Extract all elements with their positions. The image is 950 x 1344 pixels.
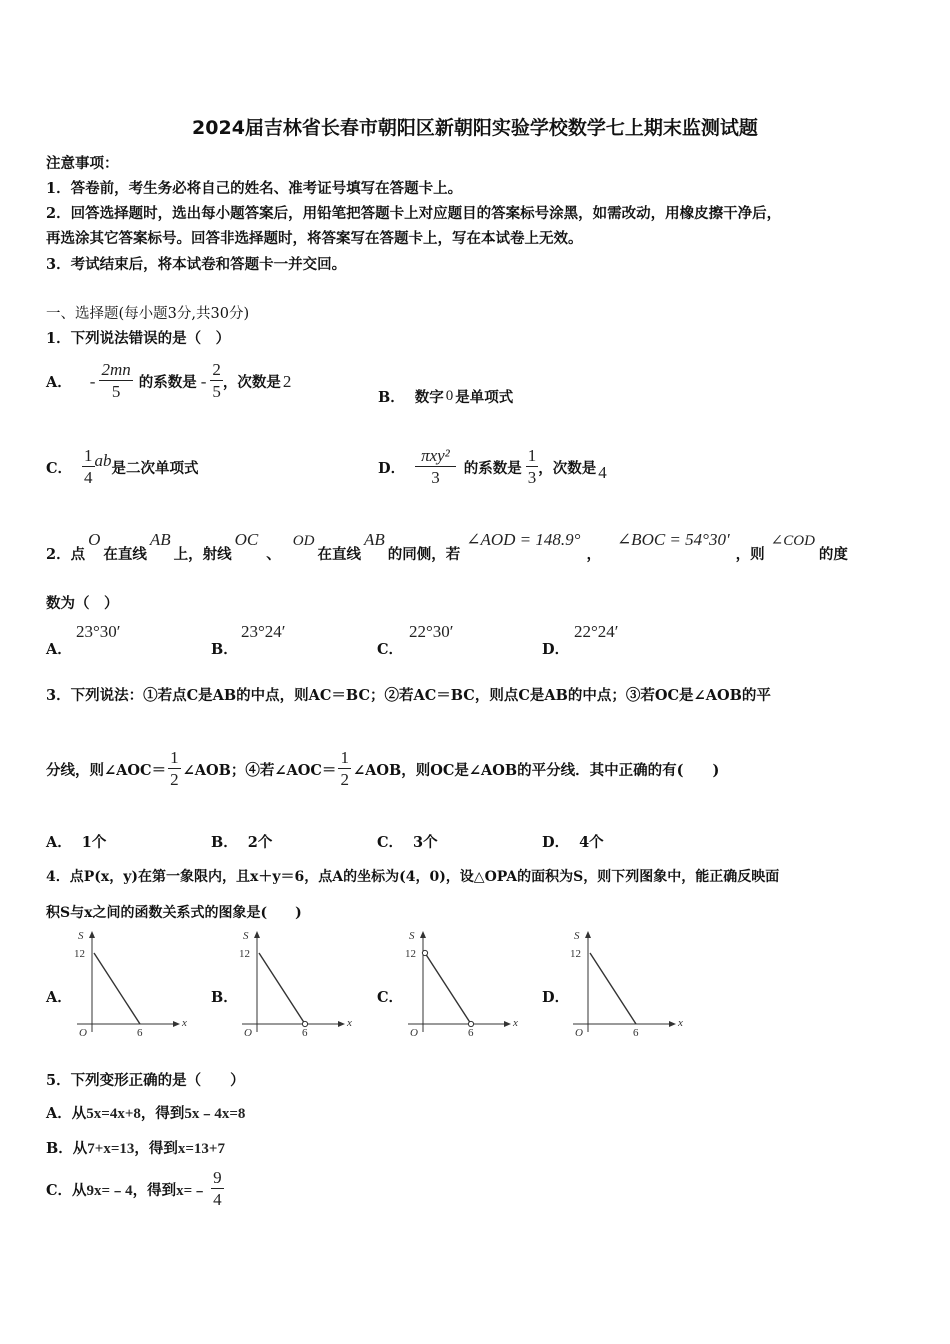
x-axis-arrow: [338, 1021, 345, 1027]
text: ，次数是: [222, 374, 281, 391]
y-axis-arrow: [420, 931, 426, 938]
option-value: 1个: [81, 834, 107, 851]
option-label: B．: [211, 989, 238, 1006]
q1-stem: 1．下列说法错误的是（ ）: [46, 330, 231, 347]
minus-sign: -: [89, 371, 96, 391]
function-segment: [94, 953, 140, 1024]
function-segment: [590, 953, 636, 1024]
option-label: C．: [377, 834, 404, 851]
y-tick-label: 12: [74, 948, 85, 960]
option-label: B．: [46, 1140, 73, 1157]
numerator: 2: [212, 360, 221, 379]
y-axis-label: S: [409, 930, 415, 942]
notice-item-2-cont: 再选涂其它答案标号。回答非选择题时，将答案写在答题卡上，写在本试卷上无效。: [46, 230, 583, 247]
option-label: C．: [46, 460, 73, 477]
denominator: 2: [170, 770, 179, 789]
q5-stem: 5．下列变形正确的是（ ）: [46, 1072, 245, 1089]
q2-stem-cont: 数为（ ）: [46, 595, 119, 612]
point-label: O: [88, 530, 101, 549]
y-axis-label: S: [574, 930, 580, 942]
x-tick-label: 6: [137, 1027, 143, 1038]
text: 在直线: [103, 546, 147, 563]
text: ，得到: [132, 1182, 177, 1199]
fraction: [82, 446, 95, 489]
x-tick-label: 6: [302, 1027, 308, 1038]
q1-option-a: [46, 360, 291, 403]
option-value: 4个: [579, 834, 604, 851]
q3-stem-cont: [46, 748, 719, 791]
option-label: D．: [542, 641, 570, 658]
y-axis-arrow: [585, 931, 591, 938]
denominator: 2: [340, 770, 349, 789]
q1-option-c: [46, 446, 199, 489]
variable: ab: [94, 450, 112, 470]
notice-item-1: 1．答卷前，考生务必将自己的姓名、准考证号填写在答题卡上。: [46, 180, 463, 197]
text: ，得到: [134, 1140, 178, 1157]
q4-graph-option-b: [211, 928, 352, 1038]
denominator: 3: [431, 468, 440, 487]
numerator: 1: [170, 748, 179, 767]
text: 是二次单项式: [111, 460, 199, 477]
q3-option-a: [46, 831, 106, 852]
open-endpoint: [302, 1021, 307, 1026]
option-value: 3个: [413, 834, 438, 851]
degree-value: 2: [282, 371, 292, 391]
page-title: 2024届吉林省长春市朝阳区新朝阳实验学校数学七上期末监测试题: [192, 117, 758, 139]
q3-stem: 3．下列说法：①若点C是AB的中点，则AC＝BC；②若AC＝BC，则点C是AB的中点；③若OC是∠AOB的平: [46, 687, 771, 704]
option-label: A．: [46, 374, 72, 391]
y-tick-label: 12: [570, 948, 581, 960]
function-graph: [403, 928, 523, 1038]
option-label: D．: [542, 989, 570, 1006]
text: 分线，则∠AOC＝: [46, 762, 167, 779]
value: 0: [445, 388, 454, 404]
text: ∠AOB；④若∠AOC＝: [182, 762, 337, 779]
function-graph: [72, 928, 192, 1038]
text: 上，射线: [173, 546, 232, 563]
y-axis-arrow: [89, 931, 95, 938]
denominator: 5: [111, 382, 121, 401]
x-tick-label: 6: [468, 1027, 474, 1038]
x-axis-label: x: [513, 1017, 518, 1029]
q2-option-c: [377, 622, 537, 658]
denominator: 5: [212, 382, 221, 401]
open-endpoint: [468, 1021, 473, 1026]
text: 的系数是: [138, 374, 197, 391]
text: 的同侧，若: [387, 546, 461, 563]
y-axis-label: S: [78, 930, 84, 942]
text: 是单项式: [455, 389, 514, 406]
option-label: B．: [211, 834, 238, 851]
fraction: [168, 748, 181, 791]
option-label: D．: [542, 834, 570, 851]
q4-graph-option-c: [377, 928, 518, 1038]
text: ，得到: [140, 1105, 185, 1122]
option-label: A．: [46, 641, 72, 658]
line-label: AB: [363, 530, 385, 549]
fraction: [526, 446, 539, 489]
function-graph: [237, 928, 357, 1038]
denominator: 4: [213, 1190, 222, 1209]
function-segment: [259, 953, 305, 1024]
q1-option-d: [378, 446, 607, 489]
text: 2．点: [46, 546, 86, 563]
function-graph: [568, 928, 688, 1038]
minus-sign: -: [200, 371, 207, 391]
option-label: A．: [46, 989, 72, 1006]
option-value: 22°30′: [409, 622, 454, 641]
text: ，: [586, 546, 601, 563]
q4-stem: 4．点P(x，y)在第一象限内，且x＋y＝6，点A的坐标为(4，0)，设△OPA的面积为S，则下列图象中，能正确反映面: [46, 869, 780, 885]
q1-option-b: [378, 386, 513, 407]
section-heading: 一、选择题(每小题3分,共30分): [46, 306, 250, 322]
q5-option-a: [46, 1102, 245, 1123]
angle-aod: ∠AOD = 148.9°: [466, 530, 581, 549]
y-tick-label: 12: [239, 948, 250, 960]
q2-stem: [46, 530, 848, 564]
x-axis-arrow: [173, 1021, 180, 1027]
equation: 5x=4x+8: [86, 1106, 141, 1122]
numerator: 9: [213, 1168, 222, 1187]
y-axis-label: S: [243, 930, 249, 942]
origin-label: O: [410, 1027, 418, 1038]
numerator: 1: [340, 748, 349, 767]
origin-label: O: [79, 1027, 87, 1038]
fraction: [415, 446, 456, 489]
origin-label: O: [244, 1027, 252, 1038]
denominator: 4: [84, 468, 93, 487]
open-endpoint: [422, 950, 427, 955]
q2-option-a: [46, 622, 206, 658]
option-value: 23°24′: [241, 622, 286, 641]
degree-value: 4: [598, 462, 607, 482]
option-value: 2个: [247, 834, 273, 851]
ray-label: OD: [292, 533, 315, 549]
angle-boc: ∠BOC = 54°30′: [616, 530, 730, 549]
equation: x=﹣: [176, 1183, 208, 1199]
x-axis-label: x: [347, 1017, 352, 1029]
q2-option-d: [542, 622, 702, 658]
text: 的系数是: [463, 460, 522, 477]
option-label: B．: [378, 389, 405, 406]
q3-option-d: [542, 831, 604, 852]
x-axis-arrow: [669, 1021, 676, 1027]
notice-heading: 注意事项：: [46, 155, 119, 172]
ray-label: OC: [234, 530, 259, 549]
text: 的度: [818, 546, 848, 563]
option-label: C．: [377, 641, 404, 658]
fraction: [210, 360, 223, 403]
text: ，次数是: [538, 460, 597, 477]
numerator: 2mn: [101, 360, 131, 379]
x-axis-arrow: [504, 1021, 511, 1027]
equation: 9x=﹣4: [86, 1183, 133, 1199]
option-label: B．: [211, 641, 238, 658]
option-label: C．: [377, 989, 404, 1006]
text: 从: [71, 1105, 87, 1122]
text: 数字: [414, 389, 444, 406]
fraction: [338, 748, 351, 791]
x-tick-label: 6: [633, 1027, 639, 1038]
q3-option-c: [377, 831, 438, 852]
option-label: C．: [46, 1182, 73, 1199]
text: ，则: [735, 546, 765, 563]
q4-graph-option-a: [46, 928, 187, 1038]
q5-option-b: [46, 1137, 225, 1158]
option-label: D．: [378, 460, 406, 477]
y-tick-label: 12: [405, 948, 416, 960]
notice-item-3: 3．考试结束后，将本试卷和答题卡一并交回。: [46, 256, 347, 273]
q4-graph-option-d: [542, 928, 683, 1038]
notice-item-2: 2．回答选择题时，选出每小题答案后，用铅笔把答题卡上对应题目的答案标号涂黑，如需改动，用橡皮擦干净后，: [46, 205, 782, 222]
option-value: 22°24′: [574, 622, 619, 641]
q3-option-b: [211, 831, 272, 852]
origin-label: O: [575, 1027, 583, 1038]
x-axis-label: x: [678, 1017, 683, 1029]
angle-cod: ∠COD: [770, 533, 815, 549]
text: 、: [266, 546, 281, 563]
numerator: 1: [84, 446, 93, 465]
fraction: [99, 360, 132, 403]
x-axis-label: x: [182, 1017, 187, 1029]
text: 从: [72, 1182, 87, 1199]
option-label: A．: [46, 1105, 72, 1122]
denominator: 3: [527, 468, 537, 487]
text: ∠AOB，则OC是∠AOB的平分线．其中正确的有( ): [352, 762, 720, 779]
text: 从: [72, 1140, 88, 1157]
q2-option-b: [211, 622, 371, 658]
fraction: [211, 1168, 224, 1211]
function-segment: [425, 953, 471, 1024]
line-label: AB: [149, 530, 171, 549]
numerator: 1: [527, 446, 537, 465]
equation: 5x﹣4x=8: [184, 1106, 246, 1122]
numerator: πxy²: [415, 446, 456, 467]
option-value: 23°30′: [76, 622, 121, 641]
y-axis-arrow: [254, 931, 260, 938]
q5-option-c: [46, 1168, 224, 1211]
q4-stem-cont: 积S与x之间的函数关系式的图象是( ): [46, 905, 302, 921]
equation: x=13+7: [177, 1141, 225, 1157]
q2-options: [46, 622, 906, 658]
option-label: A．: [46, 834, 72, 851]
equation: 7+x=13: [87, 1141, 135, 1157]
text: 在直线: [317, 546, 361, 563]
